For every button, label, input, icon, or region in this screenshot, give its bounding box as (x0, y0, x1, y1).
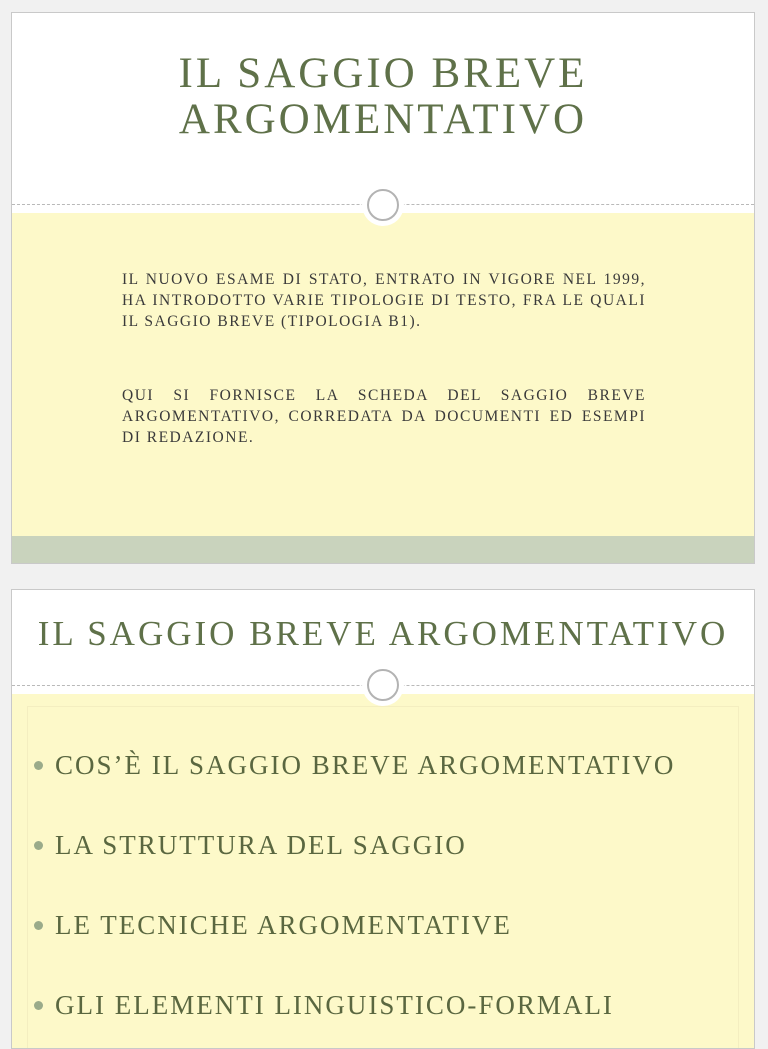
bullet-text: COS’È IL SAGGIO BREVE ARGOMENTATIVO (55, 750, 676, 780)
bullet-dot-icon (34, 841, 43, 850)
slide-1-title (12, 13, 754, 143)
bullet-dot-icon (34, 1001, 43, 1010)
slide-1-content (12, 213, 754, 536)
bullet-item (34, 749, 744, 781)
circle-ornament-icon (362, 664, 404, 706)
circle-ornament-icon (362, 184, 404, 226)
bullet-item (34, 989, 744, 1021)
bullet-item (34, 909, 744, 941)
slide-1-paragraph-2: QUI SI FORNISCE LA SCHEDA DEL SAGGIO BREVE ARGOMENTATIVO, CORREDATA DA DOCUMENTI ED ESEMPI DI REDAZIONE. (122, 387, 646, 446)
bullet-dot-icon (34, 761, 43, 770)
slide-2 (11, 589, 755, 1049)
slide-1-footer-band (12, 536, 754, 563)
bullet-text: GLI ELEMENTI LINGUISTICO-FORMALI (55, 990, 614, 1020)
slide-1-title-area (12, 13, 754, 205)
slide-1-title-line-1: IL SAGGIO BREVE (178, 50, 588, 97)
bullet-text: LA STRUTTURA DEL SAGGIO (55, 830, 467, 860)
bullet-list (34, 749, 744, 1049)
bullet-text: LE TECNICHE ARGOMENTATIVE (55, 910, 512, 940)
bullet-dot-icon (34, 921, 43, 930)
slide-2-content (12, 694, 754, 1048)
slide-1-paragraph-1: IL NUOVO ESAME DI STATO, ENTRATO IN VIGORE NEL 1999, HA INTRODOTTO VARIE TIPOLOGIE DI TESTO, FRA LE QUALI IL SAGGIO BREVE (TIPOLOGIA B1). (122, 271, 646, 330)
slide-1-title-line-2: ARGOMENTATIVO (178, 96, 588, 143)
slide-1 (11, 12, 755, 564)
slide-2-title: IL SAGGIO BREVE ARGOMENTATIVO (37, 614, 729, 653)
bullet-item (34, 829, 744, 861)
